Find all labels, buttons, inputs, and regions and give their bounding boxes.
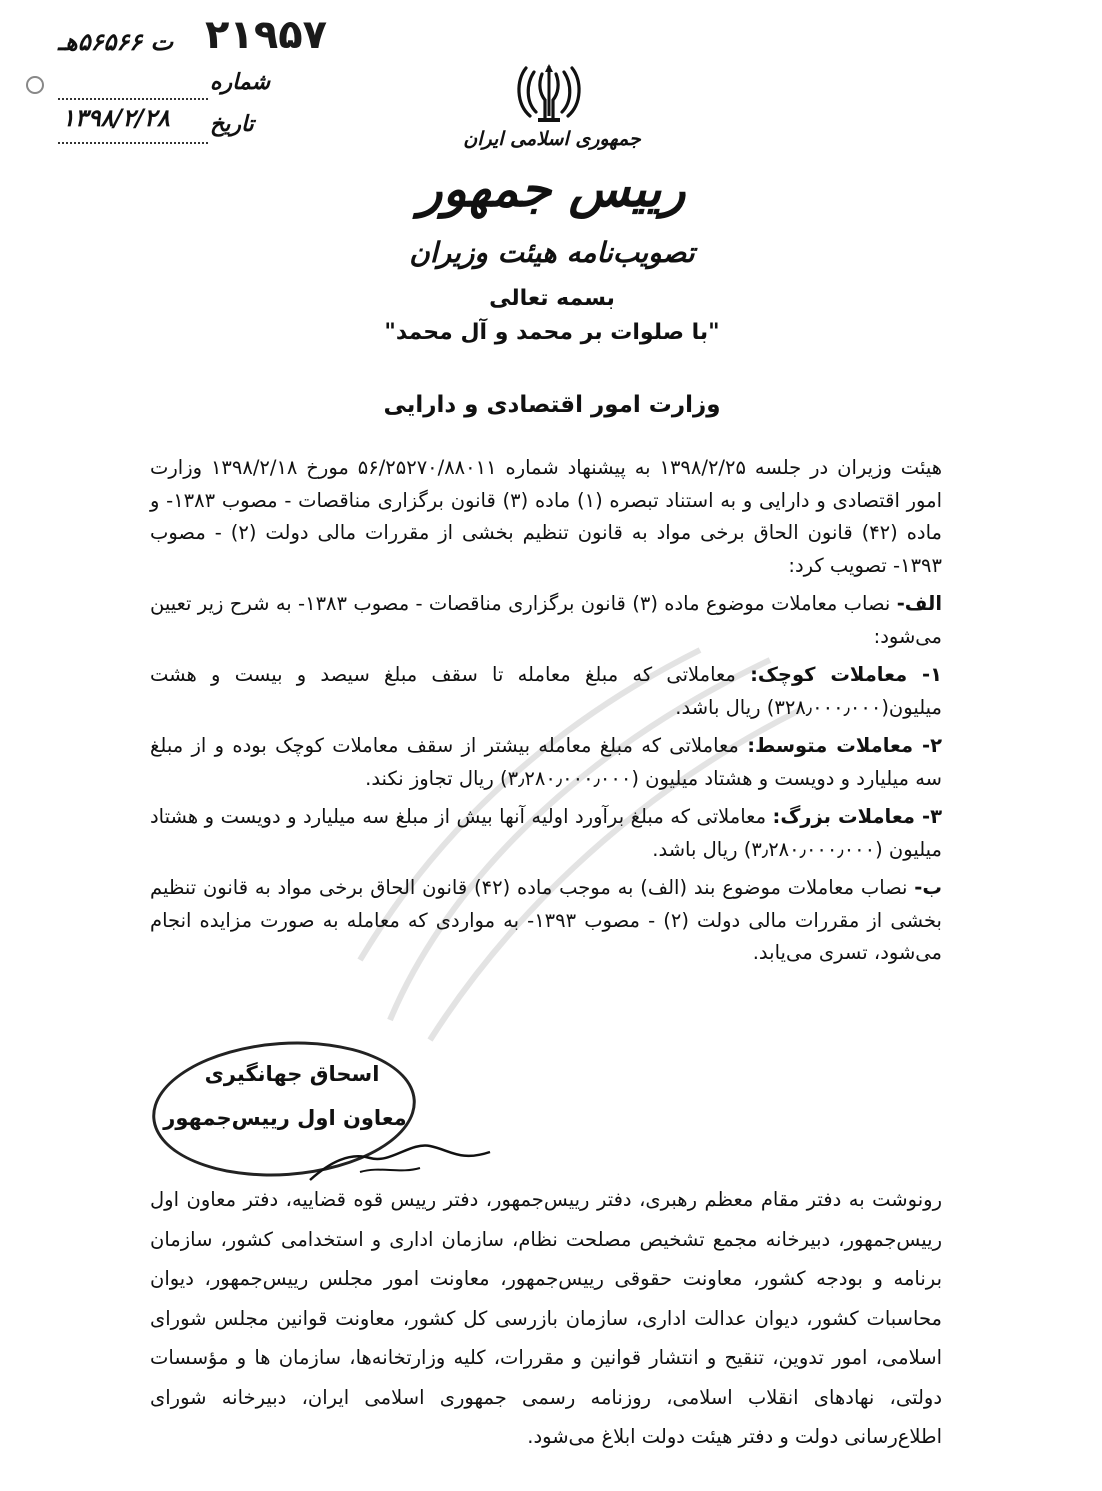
item3-label: ۳- معاملات بزرگ: bbox=[772, 805, 943, 828]
republic-title: جمهوری اسلامی ایران bbox=[463, 128, 641, 150]
clause-alef-label: الف- bbox=[896, 592, 943, 615]
recipient-ministry: وزارت امور اقتصادی و دارایی bbox=[383, 392, 721, 418]
number-dotted-line bbox=[58, 98, 208, 100]
decree-intro: هیئت وزیران در جلسه ۱۳۹۸/۲/۲۵ به پیشنهاد شماره ۵۶/۲۵۲۷۰/۸۸۰۱۱ مورخ ۱۳۹۸/۲/۱۸ وزارت امور اقتصادی و دارایی و به استناد تبصره (۱) ماده (۳) قانون برگزاری مناقصات - مصوب ۱۳۸۳- و ماده (۴۲) قانون الحاق برخی مواد به قانون تنظیم بخشی از مقررات مالی دولت (۲) - مصوب ۱۳۹۳- تصویب کرد: bbox=[150, 456, 942, 577]
item2-text: معاملاتی که مبلغ معامله بیشتر از سقف معاملات کوچک بوده و از مبلغ سه میلیارد و دویست و هشتاد میلیون (۳٫۲۸۰٫۰۰۰٫۰۰۰) ریال تجاوز نکند. bbox=[150, 734, 942, 790]
clause-be-text: نصاب معاملات موضوع بند (الف) به موجب ماده (۴۲) قانون الحاق برخی مواد به قانون تنظیم بخشی از مقررات مالی دولت (۲) - مصوب ۱۳۹۳- به مواردی که معامله به صورت مزایده انجام می‌شود، تسری می‌یابد. bbox=[150, 876, 942, 964]
signer-name: اسحاق جهانگیری bbox=[204, 1062, 380, 1086]
number-label: شماره bbox=[210, 70, 271, 95]
item-small-transactions bbox=[150, 659, 942, 724]
date-value: ۱۳۹۸/۲/۲۸ bbox=[62, 104, 170, 132]
president-title: رییس جمهور bbox=[418, 160, 686, 218]
basmala: بسمه تعالی bbox=[489, 286, 615, 311]
signer-title: معاون اول رییس‌جمهور bbox=[163, 1106, 407, 1130]
clause-be bbox=[150, 872, 942, 970]
distribution-list: رونوشت به دفتر مقام معظم رهبری، دفتر رییس‌جمهور، دفتر رییس قوه قضاییه، دفتر معاون اول رییس‌جمهور، دبیرخانه مجمع تشخیص مصلحت نظام، سازمان اداری و استخدامی کشور، سازمان برنامه و بودجه کشور، معاونت حقوقی رییس‌جمهور، معاونت امور مجلس رییس‌جمهور، دیوان محاسبات کشور، دیوان عدالت اداری، سازمان بازرسی کل کشور، معاونت قوانین مجلس شورای اسلامی، امور تدوین، تنقیح و انتشار قوانین و مقررات، کلیه وزارتخانه‌ها، سازمان ها و مؤسسات دولتی، نهادهای انقلاب اسلامی، روزنامه رسمی جمهوری اسلامی ایران، دبیرخانه شورای اطلاع‌رسانی دولت و دفتر هیئت دولت ابلاغ می‌شود. bbox=[150, 1188, 942, 1448]
item3-text: معاملاتی که مبلغ برآورد اولیه آنها بیش از مبلغ سه میلیارد و دویست و هشتاد میلیون (۳٫۲۸۰٫۰۰۰٫۰۰۰) ریال باشد. bbox=[150, 805, 942, 861]
clause-alef-text: نصاب معاملات موضوع ماده (۳) قانون برگزاری مناقصات - مصوب ۱۳۸۳- به شرح زیر تعیین می‌شود: bbox=[150, 592, 942, 648]
registry-number: ۲۱۹۵۷ bbox=[205, 12, 328, 58]
punch-hole-icon bbox=[26, 76, 44, 94]
item1-label: ۱- معاملات کوچک: bbox=[750, 663, 943, 686]
item2-label: ۲- معاملات متوسط: bbox=[747, 734, 943, 757]
registry-code: ت ۵۶۵۶۶هـ bbox=[58, 28, 174, 56]
decree-body bbox=[150, 452, 942, 970]
item-large-transactions bbox=[150, 801, 942, 866]
clause-alef bbox=[150, 588, 942, 653]
clause-be-label: ب- bbox=[914, 876, 942, 899]
iran-emblem-icon bbox=[512, 60, 586, 124]
date-label: تاریخ bbox=[210, 112, 254, 137]
date-dotted-line bbox=[58, 142, 208, 144]
item1-text: معاملاتی که مبلغ معامله تا سقف مبلغ سیصد و بیست و هشت میلیون(۳۲۸٫۰۰۰٫۰۰۰) ریال باشد. bbox=[150, 663, 942, 719]
item-medium-transactions bbox=[150, 730, 942, 795]
cabinet-approval-title: تصویب‌نامه هیئت وزیران bbox=[409, 236, 695, 269]
salavat: "با صلوات بر محمد و آل محمد" bbox=[384, 320, 720, 345]
